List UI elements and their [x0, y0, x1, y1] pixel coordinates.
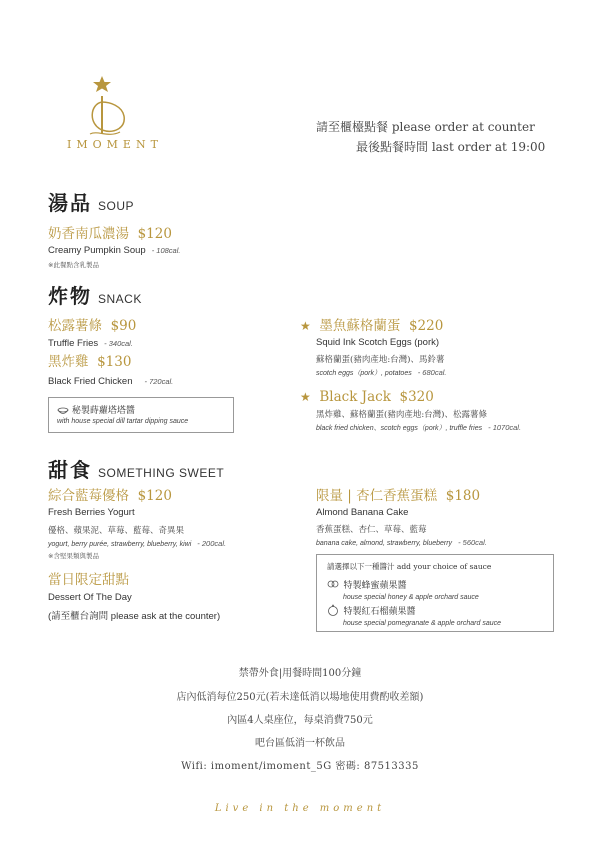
sauce-option-pomegranate: 特製紅石榴蘋果醬 house special pomegranate & apple orchard sauce [327, 601, 501, 627]
featured-star-icon: ★ [300, 390, 311, 404]
menu-item-dessert-of-the-day: 當日限定甜點 Dessert Of The Day (請至櫃台詢問 please ask at the counter) [48, 572, 221, 622]
sauce-choice-box [316, 554, 554, 632]
footer-line-4: 吧台區低消一杯飲品 [255, 738, 345, 749]
menu-item-almond-banana-cake: 限量 | 杏仁香蕉蛋糕 $180 Almond Banana Cake 香蕉蛋糕、杏仁、草莓、藍莓 banana cake, almond, strawberry, blueberry - 560cal. [316, 488, 487, 547]
footer-line-1: 禁帶外食|用餐時間100分鐘 [238, 668, 362, 679]
last-order-note: 最後點餐時間 last order at 19:00 [356, 140, 546, 154]
order-note: 請至櫃檯點餐 please order at counter [316, 120, 535, 134]
item-title: 奶香南瓜濃湯 $120 [48, 226, 172, 242]
section-snack-heading [48, 280, 142, 309]
soup-title-en: SOUP [98, 199, 135, 213]
menu-item-pumpkin-soup [48, 222, 180, 269]
brand-name: IMOMENT [67, 138, 163, 151]
item-name-en: Creamy Pumpkin Soup - 108cal. [48, 245, 181, 256]
soup-title-zh: 湯品 [48, 191, 92, 215]
section-sweet-heading [48, 454, 224, 483]
sauce-choice-title: 請選擇以下一種醬汁 add your choice of sauce [327, 562, 492, 571]
footer-line-2: 店內低消每位250元(若未達低消以場地使用費酌收差額) [176, 692, 424, 703]
item-note: ※此餐點含乳製品 [48, 262, 99, 269]
snack-title-zh: 炸物 [48, 284, 92, 308]
menu-item-berries-yogurt: 綜合藍莓優格 $120 Fresh Berries Yogurt 優格、蘋果泥、草莓、藍莓、奇異果 yogurt, berry purée, strawberry, blueberry, kiwi - 200cal. ※含堅果類與製品 [48, 488, 227, 560]
tagline: Live in the moment [214, 803, 386, 814]
sweet-title-en: SOMETHING SWEET [98, 466, 225, 480]
pomegranate-icon [327, 604, 339, 616]
menu-item-truffle-fries: 松露薯條 $90 Truffle Fries - 340cal. [48, 318, 137, 349]
honey-icon [327, 578, 339, 590]
menu-item-black-jack: ★ Black Jack $320 黑炸雞、蘇格蘭蛋(豬肉產地:台灣)、松露薯條 black fried chicken、scotch eggs（pork）, truffle fries - 1070cal. [300, 389, 522, 432]
footer-wifi: Wifi: imoment/imoment_5G 密碼: 87513335 [181, 761, 419, 772]
sweet-title-zh: 甜食 [48, 458, 92, 482]
section-soup-heading [48, 187, 134, 216]
featured-star-icon: ★ [300, 319, 311, 333]
footer-line-3: 內區4人桌座位，每桌消費750元 [227, 715, 373, 726]
sauce-bowl-icon [57, 406, 69, 416]
sauce-option-honey: 特製蜂蜜蘋果醬 house special honey & apple orchard sauce [327, 575, 479, 601]
menu-item-squid-ink-scotch-eggs: ★ 墨魚蘇格蘭蛋 $220 Squid Ink Scotch Eggs (pork) 蘇格蘭蛋(豬肉產地:台灣)、馬鈴薯 scotch eggs（pork）, potatoes - 680cal. [300, 318, 447, 377]
snack-title-en: SNACK [98, 292, 142, 306]
tartar-sauce-box: 秘製蒔蘿塔塔醬 with house special dill tartar dipping sauce [48, 397, 234, 433]
menu-item-black-fried-chicken: 黑炸雞 $130 Black Fried Chicken - 720cal. [48, 354, 174, 387]
